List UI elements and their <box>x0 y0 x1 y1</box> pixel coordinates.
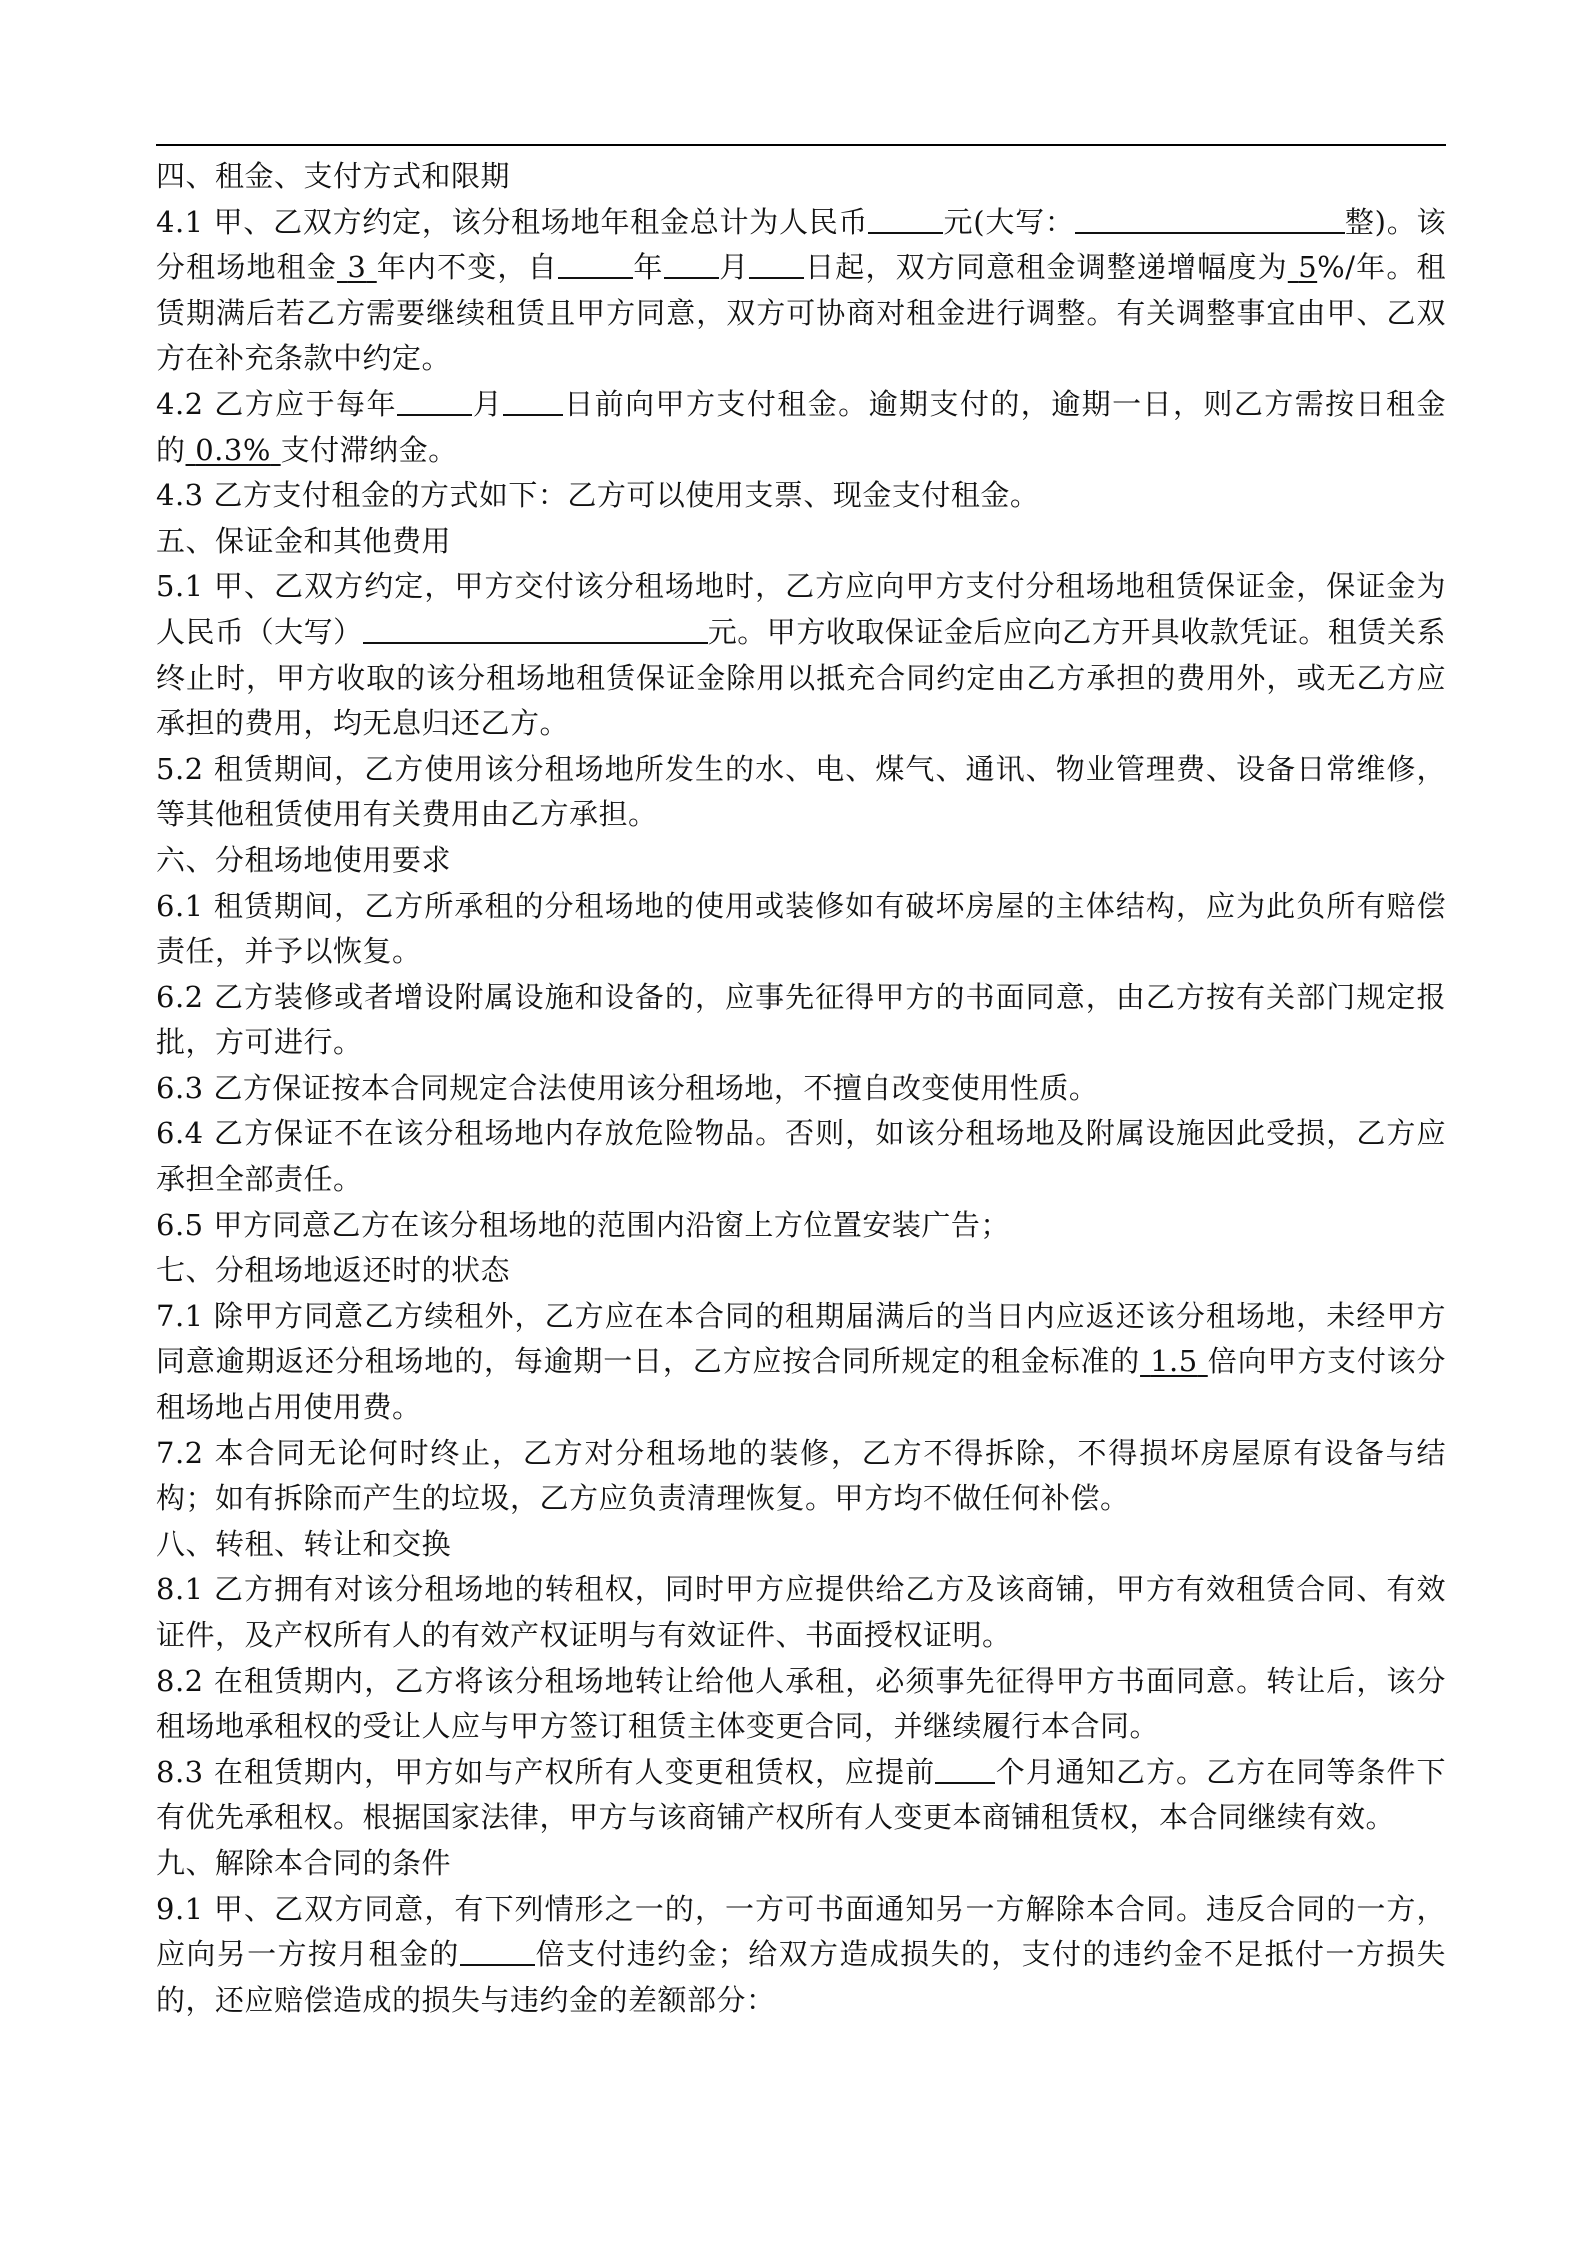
section-heading-rent: 四、租金、支付方式和限期 <box>156 159 511 193</box>
contract-body <box>156 154 1446 2023</box>
blank-annual-rent <box>868 204 943 234</box>
header-rule <box>156 144 1446 146</box>
rent-increase-rate: 5 <box>1298 250 1318 285</box>
clause-6-2: 6.2 乙方装修或者增设附属设施和设备的，应事先征得甲方的书面同意，由乙方按有关部门规定报批，方可进行。 <box>156 979 1446 1060</box>
blank-start-day <box>749 250 804 280</box>
section-heading-sublease: 八、转租、转让和交换 <box>156 1526 452 1561</box>
section-heading-termination: 九、解除本合同的条件 <box>156 1845 452 1880</box>
clause-6-4: 6.4 乙方保证不在该分租场地内存放危险物品。否则，如该分租场地及附属设施因此受损，乙方应承担全部责任。 <box>156 1116 1446 1197</box>
clause-5-1: 5.1 甲、乙双方约定，甲方交付该分租场地时，乙方应向甲方支付分租场地租赁保证金，保证金为人民币（大写） 元。甲方收取保证金后应向乙方开具收款凭证。租赁关系终止时，甲方收取的该分租场地租赁保证金除用以抵充合同约定由乙方承担的费用外，或无乙方应承担的费用，均无息归还乙方。 <box>156 569 1446 741</box>
clause-4-2: 4.2 乙方应于每年 月 日前向甲方支付租金。逾期支付的，逾期一日，则乙方需按日租金的 0.3% 支付滞纳金。 <box>156 386 1446 467</box>
clause-7-1: 7.1 除甲方同意乙方续租外，乙方应在本合同的租期届满后的当日内应返还该分租场地，未经甲方同意逾期返还分租场地的，每逾期一日，乙方应按合同所规定的租金标准的 1.5 倍向甲方支付该分租场地占用使用费。 <box>156 1298 1447 1425</box>
blank-annual-rent-uppercase <box>1075 204 1345 234</box>
clause-6-3: 6.3 乙方保证按本合同规定合法使用该分租场地，不擅自改变使用性质。 <box>156 1070 1099 1105</box>
clause-7-2: 7.2 本合同无论何时终止，乙方对分租场地的装修，乙方不得拆除，不得损坏房屋原有设备与结构；如有拆除而产生的垃圾，乙方应负责清理恢复。甲方均不做任何补偿。 <box>156 1435 1446 1516</box>
clause-8-3: 8.3 在租赁期内，甲方如与产权所有人变更租赁权，应提前 个月通知乙方。乙方在同等条件下有优先承租权。根据国家法律，甲方与该商铺产权所有人变更本商铺租赁权，本合同继续有效。 <box>156 1754 1446 1835</box>
blank-notice-months <box>935 1754 995 1784</box>
clause-9-1: 9.1 甲、乙双方同意，有下列情形之一的，一方可书面通知另一方解除本合同。违反合同的一方，应向另一方按月租金的 倍支付违约金；给双方造成损失的，支付的违约金不足抵付一方损失的，还应赔偿造成的损失与违约金的差额部分： <box>156 1891 1446 2017</box>
section-heading-usage: 六、分租场地使用要求 <box>156 842 452 877</box>
section-heading-return: 七、分租场地返还时的状态 <box>156 1253 511 1288</box>
clause-8-1: 8.1 乙方拥有对该分租场地的转租权，同时甲方应提供给乙方及该商铺，甲方有效租赁合同、有效证件，及产权所有人的有效产权证明与有效证件、书面授权证明。 <box>156 1572 1446 1652</box>
clause-4-1: 4.1 甲、乙双方约定，该分租场地年租金总计为人民币 元(大写： 整)。该分租场地租金 3 年内不变，自 年 月 日起，双方同意租金调整递增幅度为 5%/年。租赁期满后若乙方需要继续租赁且甲方同意，双方可协商对租金进行调整。有关调整事宜由甲、乙双方在补充条款中约定。 <box>156 204 1446 376</box>
late-fee-rate: 0.3% <box>195 432 271 467</box>
blank-penalty-multiplier <box>460 1937 535 1967</box>
clause-8-2: 8.2 在租赁期内，乙方将该分租场地转让给他人承租，必须事先征得甲方书面同意。转让后，该分租场地承租权的受让人应与甲方签订租赁主体变更合同，并继续履行本合同。 <box>156 1663 1446 1744</box>
clause-6-5: 6.5 甲方同意乙方在该分租场地的范围内沿窗上方位置安装广告； <box>156 1207 1010 1242</box>
blank-pay-month <box>397 386 472 416</box>
clause-4-3: 4.3 乙方支付租金的方式如下：乙方可以使用支票、现金支付租金。 <box>156 478 1040 513</box>
blank-start-month <box>664 250 719 280</box>
section-heading-deposit: 五、保证金和其他费用 <box>156 523 452 558</box>
rent-fixed-years: 3 <box>347 250 367 285</box>
blank-start-year <box>558 250 633 280</box>
overdue-fee-multiplier: 1.5 <box>1150 1344 1198 1379</box>
clause-6-1: 6.1 租赁期间，乙方所承租的分租场地的使用或装修如有破坏房屋的主体结构，应为此负所有赔偿责任，并予以恢复。 <box>156 888 1446 969</box>
blank-pay-day <box>503 386 563 416</box>
blank-deposit-amount <box>363 614 708 644</box>
clause-5-2: 5.2 租赁期间，乙方使用该分租场地所发生的水、电、煤气、通讯、物业管理费、设备日常维修，等其他租赁使用有关费用由乙方承担。 <box>156 751 1446 832</box>
